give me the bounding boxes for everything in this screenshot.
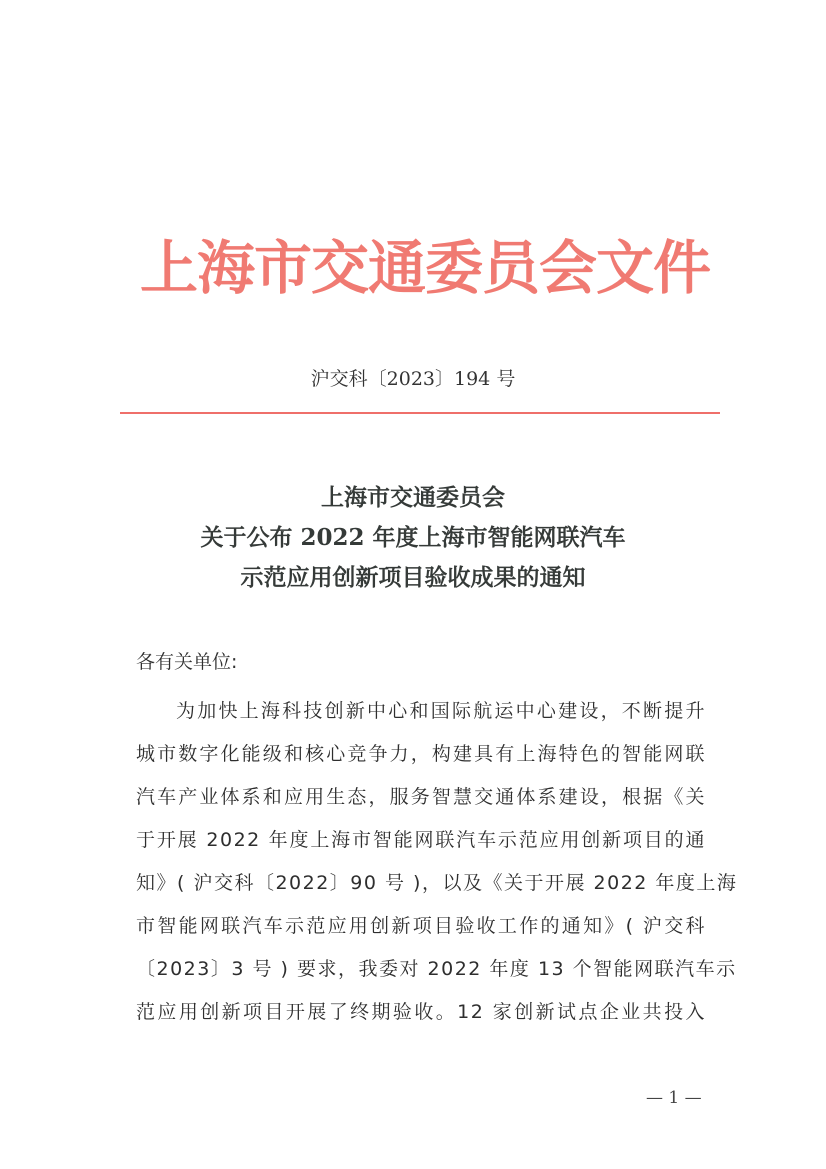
page-number: — 1 —	[646, 1088, 702, 1108]
body-line: 为加快上海科技创新中心和国际航运中心建设，不断提升	[176, 700, 706, 722]
body-line: 城市数字化能级和核心竞争力，构建具有上海特色的智能网联	[136, 743, 706, 765]
body-paragraph	[136, 690, 738, 1034]
masthead-char: 上	[140, 234, 200, 302]
body-line: 范应用创新项目开展了终期验收。12 家创新试点企业共投入	[136, 1001, 706, 1023]
title-line: 关于公布 2022 年度上海市智能网联汽车	[200, 524, 626, 551]
salutation: 各有关单位:	[136, 651, 238, 673]
masthead-char: 海	[197, 234, 257, 302]
body-line: 〔2023〕3 号 ) 要求，我委对 2022 年度 13 个智能网联汽车示	[136, 958, 737, 980]
notice-title	[0, 478, 826, 598]
masthead-char: 市	[254, 234, 314, 302]
masthead-char: 委	[425, 234, 485, 302]
title-line: 示范应用创新项目验收成果的通知	[240, 564, 586, 591]
document-number: 沪交科〔2023〕194 号	[310, 368, 516, 390]
body-line: 市智能网联汽车示范应用创新项目验收工作的通知》( 沪交科	[136, 915, 706, 937]
masthead-char: 交	[311, 234, 371, 302]
title-line: 上海市交通委员会	[321, 484, 505, 511]
body-line: 知》( 沪交科〔2022〕90 号 )，以及《关于开展 2022 年度上海	[136, 872, 738, 894]
masthead-char: 件	[653, 234, 713, 302]
masthead-char: 员	[482, 234, 542, 302]
masthead-title	[140, 228, 713, 308]
masthead-char: 会	[539, 234, 599, 302]
red-divider	[120, 412, 720, 414]
masthead-char: 文	[596, 234, 656, 302]
body-line: 于开展 2022 年度上海市智能网联汽车示范应用创新项目的通	[136, 829, 706, 851]
body-line: 汽车产业体系和应用生态，服务智慧交通体系建设，根据《关	[136, 786, 706, 808]
masthead-char: 通	[368, 234, 428, 302]
